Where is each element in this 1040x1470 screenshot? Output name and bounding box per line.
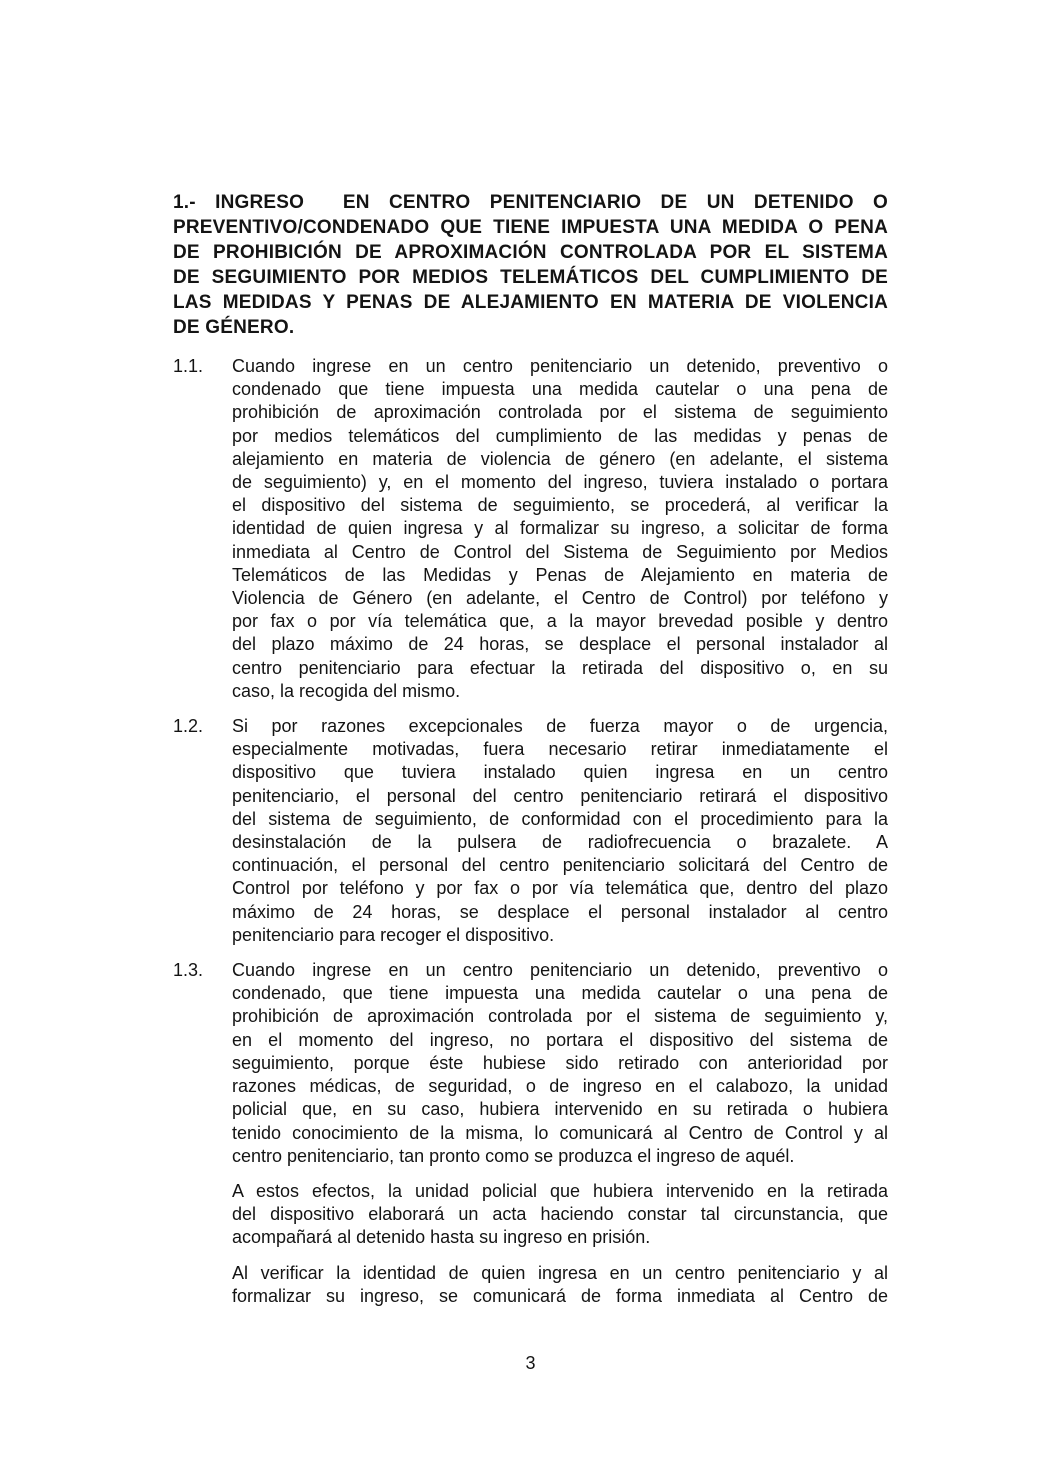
paragraph-continuation-2-text bbox=[232, 1262, 888, 1308]
paragraph-continuation-1 bbox=[173, 1180, 888, 1250]
text-line: máximo de 24 horas, se desplace el personal instalador al centro bbox=[232, 901, 888, 922]
text-line: del plazo máximo de 24 horas, se desplace el personal instalador al bbox=[232, 634, 888, 655]
text-line: A estos efectos, la unidad policial que hubiera intervenido en la retirada bbox=[232, 1180, 888, 1201]
text-line: Control por teléfono y por fax o por vía telemática que, dentro del plazo bbox=[232, 878, 888, 899]
text-line: seguimiento, porque éste hubiese sido retirado con anterioridad por bbox=[232, 1052, 888, 1073]
section-1-2-text bbox=[232, 715, 888, 947]
section-1-3-text bbox=[232, 959, 888, 1168]
text-line: 1.- INGRESO EN CENTRO PENITENCIARIO DE UN DETENIDO O bbox=[173, 192, 888, 213]
text-line: alejamiento en materia de violencia de género (en adelante, el sistema bbox=[232, 448, 888, 469]
text-line: condenado que tiene impuesta una medida cautelar o una pena de bbox=[232, 379, 888, 400]
section-1-1-text bbox=[232, 355, 888, 703]
text-line: policial que, en su caso, hubiera intervenido en su retirada o hubiera bbox=[232, 1099, 888, 1120]
text-line: Cuando ingrese en un centro penitenciario un detenido, preventivo o bbox=[232, 356, 888, 376]
text-line: caso, la recogida del mismo. bbox=[232, 680, 461, 701]
text-line: PREVENTIVO/CONDENADO QUE TIENE IMPUESTA UNA MEDIDA O PENA bbox=[173, 217, 888, 238]
text-line: Al verificar la identidad de quien ingresa en un centro penitenciario y al bbox=[232, 1262, 888, 1283]
text-line: condenado, que tiene impuesta una medida cautelar o una pena de bbox=[232, 983, 888, 1004]
paragraph-continuation-2 bbox=[173, 1262, 888, 1308]
page-number: 3 bbox=[525, 1353, 536, 1373]
section-1-heading bbox=[173, 190, 888, 340]
text-line: DE SEGUIMIENTO POR MEDIOS TELEMÁTICOS DEL CUMPLIMIENTO DE bbox=[173, 267, 888, 288]
document-content bbox=[173, 190, 888, 1308]
text-line: inmediata al Centro de Control del Sistema de Seguimiento por Medios bbox=[232, 541, 888, 562]
text-line: acompañará al detenido hasta su ingreso en prisión. bbox=[232, 1227, 651, 1248]
section-number-1-3: 1.3. bbox=[173, 960, 204, 981]
text-line: prohibición de aproximación controlada por el sistema de seguimiento y, bbox=[232, 1006, 888, 1027]
text-line: formalizar su ingreso, se comunicará de forma inmediata al Centro de bbox=[232, 1285, 888, 1306]
section-number-1-2: 1.2. bbox=[173, 716, 204, 737]
text-line: penitenciario para recoger el dispositivo. bbox=[232, 924, 555, 945]
section-1-3 bbox=[173, 959, 888, 1168]
text-line: Violencia de Género (en adelante, el Centro de Control) por teléfono y bbox=[232, 588, 888, 609]
text-line: del sistema de seguimiento, de conformidad con el procedimiento para la bbox=[232, 808, 888, 829]
section-1-1 bbox=[173, 355, 888, 703]
text-line: de seguimiento) y, en el momento del ingreso, tuviera instalado o portara bbox=[232, 472, 888, 493]
text-line: dispositivo que tuviera instalado quien ingresa en un centro bbox=[232, 762, 888, 783]
text-line: centro penitenciario, tan pronto como se produzca el ingreso de aquél. bbox=[232, 1145, 795, 1166]
text-line: en el momento del ingreso, no portara el dispositivo del sistema de bbox=[232, 1029, 888, 1050]
text-line: identidad de quien ingresa y al formalizar su ingreso, a solicitar de forma bbox=[232, 518, 888, 539]
section-1-2 bbox=[173, 715, 888, 947]
text-line: razones médicas, de seguridad, o de ingreso en el calabozo, la unidad bbox=[232, 1076, 888, 1097]
text-line: penitenciario, el personal del centro penitenciario retirará el dispositivo bbox=[232, 785, 888, 806]
text-line: Cuando ingrese en un centro penitenciario un detenido, preventivo o bbox=[232, 960, 888, 981]
text-line: centro penitenciario para efectuar la retirada del dispositivo o, en su bbox=[232, 657, 888, 678]
paragraph-continuation-1-text bbox=[232, 1180, 888, 1250]
text-line: desinstalación de la pulsera de radiofrecuencia o brazalete. A bbox=[232, 832, 888, 853]
text-line: Telemáticos de las Medidas y Penas de Alejamiento en materia de bbox=[232, 564, 888, 585]
text-line: por fax o por vía telemática que, a la mayor brevedad posible y dentro bbox=[232, 611, 888, 632]
text-line: prohibición de aproximación controlada por el sistema de seguimiento bbox=[232, 402, 888, 423]
section-number-1-1: 1.1. bbox=[173, 356, 204, 376]
text-line: el dispositivo del sistema de seguimiento, se procederá, al verificar la bbox=[232, 495, 888, 516]
text-line: continuación, el personal del centro penitenciario solicitará del Centro de bbox=[232, 855, 888, 876]
text-line: por medios telemáticos del cumplimiento de las medidas y penas de bbox=[232, 425, 888, 446]
text-line: del dispositivo elaborará un acta haciendo constar tal circunstancia, que bbox=[232, 1204, 888, 1225]
text-line: DE PROHIBICIÓN DE APROXIMACIÓN CONTROLADA POR EL SISTEMA bbox=[173, 242, 888, 263]
text-line: especialmente motivadas, fuera necesario retirar inmediatamente el bbox=[232, 739, 888, 760]
text-line: LAS MEDIDAS Y PENAS DE ALEJAMIENTO EN MATERIA DE VIOLENCIA bbox=[173, 292, 888, 313]
text-line: Si por razones excepcionales de fuerza mayor o de urgencia, bbox=[232, 716, 888, 737]
text-line: DE GÉNERO. bbox=[173, 317, 295, 338]
text-line: tenido conocimiento de la misma, lo comunicará al Centro de Control y al bbox=[232, 1122, 888, 1143]
